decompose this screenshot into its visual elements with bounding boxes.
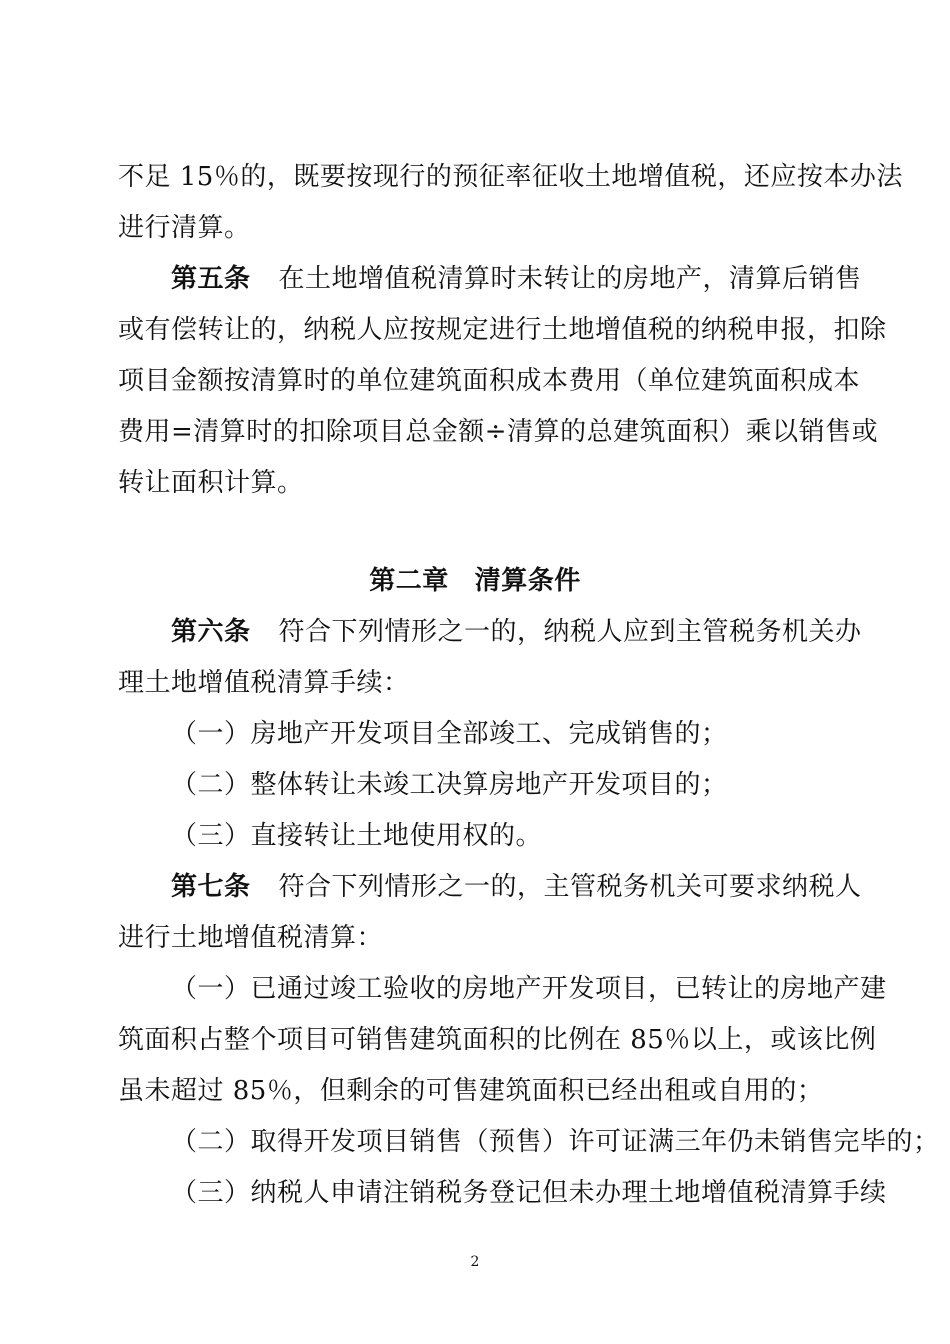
list-item: （三）直接转让土地使用权的。 bbox=[171, 821, 543, 851]
article-5-label: 第五条 bbox=[171, 264, 251, 294]
list-item: （二）取得开发项目销售（预售）许可证满三年仍未销售完毕的； bbox=[171, 1127, 940, 1157]
paragraph-line: 理土地增值税清算手续： bbox=[118, 668, 410, 698]
article-7-line-1 bbox=[171, 872, 862, 902]
list-item: （三）纳税人申请注销税务登记但未办理土地增值税清算手续 bbox=[171, 1178, 887, 1208]
paragraph-line: 不足 15％的，既要按现行的预征率征收土地增值税，还应按本办法 bbox=[118, 162, 903, 192]
article-7-label: 第七条 bbox=[171, 872, 251, 902]
chapter-heading bbox=[0, 566, 950, 596]
article-6-text: 符合下列情形之一的，纳税人应到主管税务机关办 bbox=[278, 617, 862, 647]
paragraph-line: 转让面积计算。 bbox=[118, 468, 304, 498]
chapter-title: 清算条件 bbox=[474, 566, 581, 596]
article-6-line-1 bbox=[171, 617, 862, 647]
paragraph-line: 项目金额按清算时的单位建筑面积成本费用（单位建筑面积成本 bbox=[118, 366, 861, 396]
list-item: （一）房地产开发项目全部竣工、完成销售的； bbox=[171, 719, 728, 749]
paragraph-line: 费用=清算时的扣除项目总金额÷清算的总建筑面积）乘以销售或 bbox=[118, 417, 879, 447]
paragraph-line: 或有偿转让的，纳税人应按规定进行土地增值税的纳税申报，扣除 bbox=[118, 315, 887, 345]
article-7-text: 符合下列情形之一的，主管税务机关可要求纳税人 bbox=[278, 872, 862, 902]
article-5-text: 在土地增值税清算时未转让的房地产，清算后销售 bbox=[278, 264, 862, 294]
page-number: 2 bbox=[470, 1254, 480, 1270]
list-item: （二）整体转让未竣工决算房地产开发项目的； bbox=[171, 770, 728, 800]
paragraph-line: 虽未超过 85％，但剩余的可售建筑面积已经出租或自用的； bbox=[118, 1076, 824, 1106]
list-item: （一）已通过竣工验收的房地产开发项目，已转让的房地产建 bbox=[171, 974, 887, 1004]
chapter-number: 第二章 bbox=[369, 566, 449, 596]
paragraph-line: 筑面积占整个项目可销售建筑面积的比例在 85％以上，或该比例 bbox=[118, 1025, 877, 1055]
article-5-line-1 bbox=[171, 264, 862, 294]
paragraph-line: 进行清算。 bbox=[118, 213, 251, 243]
article-6-label: 第六条 bbox=[171, 617, 251, 647]
paragraph-line: 进行土地增值税清算： bbox=[118, 923, 384, 953]
